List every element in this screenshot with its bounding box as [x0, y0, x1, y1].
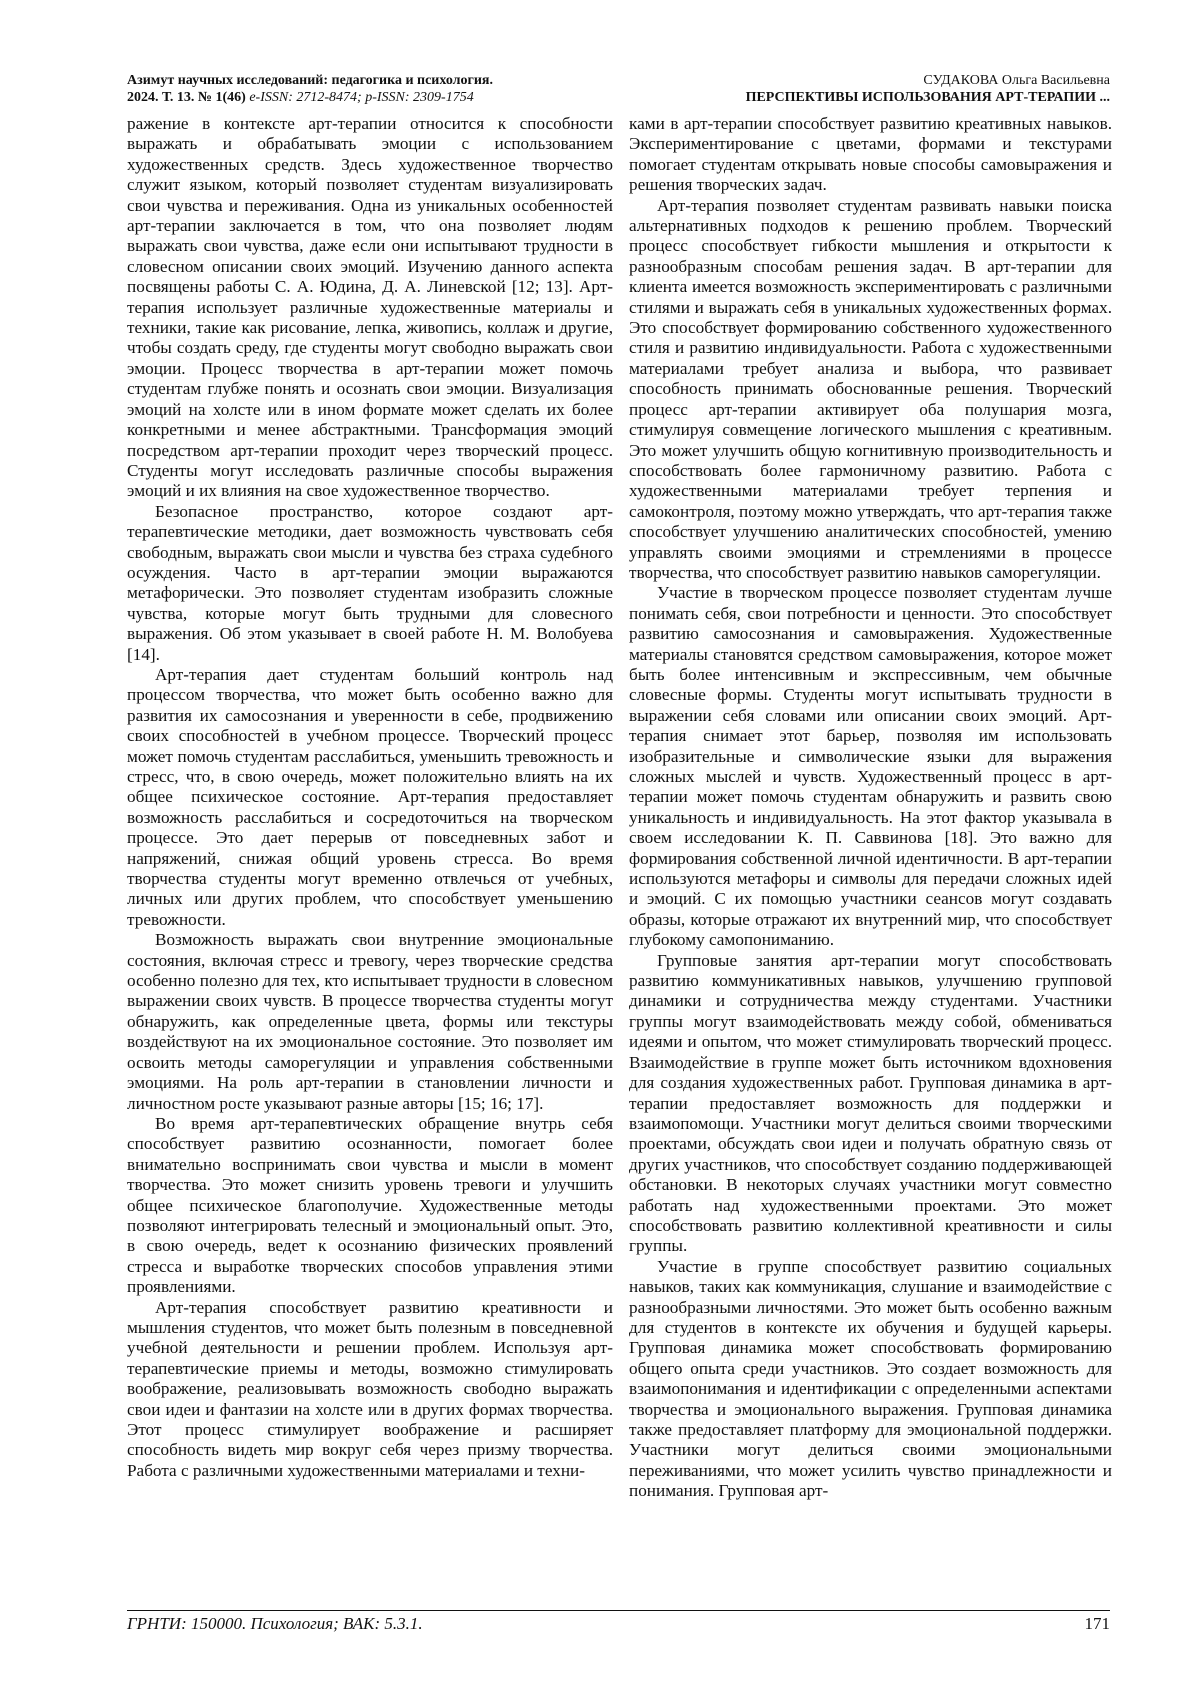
running-header — [127, 72, 1110, 108]
journal-title: Азимут научных исследований: педагогика и психология. — [127, 73, 494, 88]
left-column — [127, 114, 613, 1607]
volume-line: 2024. Т. 13. № 1(46) — [127, 90, 246, 105]
journal-info — [127, 72, 493, 106]
footer-classification: ГРНТИ: 150000. Психология; ВАК: 5.3.1. — [127, 1614, 423, 1633]
author-name: СУДАКОВА Ольга Васильевна — [923, 73, 1110, 88]
paragraph: ражение в контексте арт-терапии относится к способности выражать и обрабатывать эмоции с использованием художественных средств. Здесь художественное творчество служит языком, который позволяет студентам визуализировать свои чувства и переживания. Одна из уникальных особенностей арт-терапии заключается в том, что она позволяет людям выражать свои чувства, даже если они испытывают трудности в словесном описании своих эмоций. Изучению данного аспекта посвящены работы С. А. Юдина, Д. А. Линевской [12; 13]. Арт-терапия использует различные художественные материалы и техники, такие как рисование, лепка, живопись, коллаж и другие, чтобы создать среду, где студенты могут свободно выражать свои эмоции. Процесс творчества в арт-терапии может помочь студентам глубже понять и осознать свои эмоции. Визуализация эмоций на холсте или в ином формате может сделать их более конкретными и менее абстрактными. Трансформация эмоций посредством арт-терапии проходит через творческий процесс. Студенты могут исследовать различные способы выражения эмоций и их влияния на свое художественное творчество. — [127, 114, 613, 501]
page-number: 171 — [1084, 1614, 1110, 1633]
issn: e-ISSN: 2712-8474; p-ISSN: 2309-1754 — [249, 90, 474, 105]
paragraph: Арт-терапия позволяет студентам развивать навыки поиска альтернативных подходов к решению проблем. Творческий процесс способствует гибкости мышления и открытости к разнообразным способам решения задач. В арт-терапии для клиента имеется возможность экспериментировать с различными стилями и выражать себя в уникальных художественных формах. Это способствует формированию собственного художественного стиля и развитию индивидуальности. Работа с художественными материалами требует анализа и выбора, что развивает способность принимать обоснованные решения. Творческий процесс арт-терапии активирует оба полушария мозга, стимулируя совмещение логического мышления с креативным. Это может улучшить общую когнитивную производительность и способствовать более гармоничному развитию. Работа с художественными материалами требует терпения и самоконтроля, поэтому можно утверждать, что арт-терапия также способствует улучшению аналитических способностей, умению управлять своими эмоциями и стремлениями в процессе творчества, что способствует развитию навыков саморегуляции. — [629, 195, 1112, 582]
paragraph: Групповые занятия арт-терапии могут способствовать развитию коммуникативных навыков, улучшению групповой динамики и сотрудничества между студентами. Участники группы могут взаимодействовать между собой, обмениваться идеями и опытом, что может стимулировать творческий процесс. Взаимодействие в группе может быть источником вдохновения для создания художественных работ. Групповая динамика в арт-терапии предоставляет возможность для поддержки и взаимопомощи. Участники могут делиться своими творческими проектами, обсуждать свои идеи и получать обратную связь от других участников, что способствует созданию поддерживающей обстановки. В некоторых случаях участники могут совместно работать над художественными проектами. Это может способствовать развитию коллективной креативности и силы группы. — [629, 950, 1112, 1256]
paragraph: Безопасное пространство, которое создают арт-терапевтические методики, дает возможность чувствовать себя свободным, выражать свои мысли и чувства без страха судебного осуждения. Часто в арт-терапии эмоции выражаются метафорически. Это позволяет студентам изобразить сложные чувства, которые могут быть трудными для словесного выражения. Об этом указывает в своей работе Н. М. Волобуева [14]. — [127, 501, 613, 664]
paragraph: Арт-терапия дает студентам больший контроль над процессом творчества, что может быть особенно важно для развития их самосознания и уверенности в себе, продвижению своих способностей в учебном процессе. Творческий процесс может помочь студентам расслабиться, уменьшить тревожность и стресс, что, в свою очередь, может положительно влиять на их общее психическое состояние. Арт-терапия предоставляет возможность расслабиться и сосредоточиться на творческом процессе. Это дает перерыв от повседневных забот и напряжений, снижая общий уровень стресса. Во время творчества студенты могут временно отвлечься от учебных, личных или других проблем, что способствует уменьшению тревожности. — [127, 664, 613, 929]
article-info — [746, 72, 1110, 106]
paragraph: Участие в творческом процессе позволяет студентам лучше понимать себя, свои потребности и ценности. Это способствует развитию самосознания и самовыражения. Художественные материалы становятся средством самовыражения, которое может быть более интенсивным и экспрессивным, чем обычные словесные формы. Студенты могут испытывать трудности в выражении себя словами или описании своих эмоций. Арт-терапия снимает этот барьер, позволяя им использовать изобразительные и символические языки для выражения сложных мыслей и чувств. Художественный процесс в арт-терапии может помочь студентам обнаружить и развить свою уникальность и индивидуальность. На этот фактор указывала в своем исследовании К. П. Саввинова [18]. Это важно для формирования собственной личной идентичности. В арт-терапии используются метафоры и символы для передачи сложных идей и эмоций. С их помощью участники сеансов могут создавать образы, которые отражают их внутренний мир, что способствует глубокому самопониманию. — [629, 583, 1112, 950]
volume-issn-line — [127, 89, 493, 106]
right-column — [629, 114, 1112, 1607]
paragraph: Во время арт-терапевтических обращение внутрь себя способствует развитию осознанности, помогает более внимательно воспринимать свои чувства и мысли в момент творчества. Это может снизить уровень тревоги и улучшить общее психическое благополучие. Художественные методы позволяют интегрировать телесный и эмоциональный опыт. Это, в свою очередь, ведет к осознанию физических проявлений стресса и выработке творческих способов управления этими проявлениями. — [127, 1113, 613, 1297]
paragraph: Возможность выражать свои внутренние эмоциональные состояния, включая стресс и тревогу, через творческие средства особенно полезно для тех, кто испытывает трудности в словесном выражении своих чувств. В процессе творчества студенты могут обнаружить, как определенные цвета, формы или текстуры воздействуют на их эмоциональное состояние. Это позволяет им освоить методы саморегуляции и управления собственными эмоциями. На роль арт-терапии в становлении личности и личностном росте указывают разные авторы [15; 16; 17]. — [127, 930, 613, 1113]
paragraph: Участие в группе способствует развитию социальных навыков, таких как коммуникация, слушание и взаимодействие с разнообразными личностями. Это может быть особенно важным для студентов в контексте их обучения и будущей карьеры. Групповая динамика может способствовать формированию общего опыта среди участников. Это создает возможность для взаимопонимания и идентификации с определенными аспектами творчества и эмоционального выражения. Групповая динамика также предоставляет платформу для эмоциональной поддержки. Участники могут делиться своими эмоциональными переживаниями, что может усилить чувство принадлежности и понимания. Групповая арт- — [629, 1256, 1112, 1501]
paragraph: ками в арт-терапии способствует развитию креативных навыков. Экспериментирование с цветами, формами и текстурами помогает студентам открывать новые способы самовыражения и решения творческих задач. — [629, 114, 1112, 195]
footer-divider — [127, 1610, 1110, 1611]
paragraph: Арт-терапия способствует развитию креативности и мышления студентов, что может быть полезным в повседневной учебной деятельности и решении проблем. Используя арт-терапевтические приемы и методы, возможно стимулировать воображение, реализовывать возможность свободно выражать свои идеи и фантазии на холсте или в других формах творчества. Этот процесс стимулирует воображение и расширяет способность видеть мир вокруг себя через призму творчества. Работа с различными художественными материалами и техни- — [127, 1297, 613, 1480]
article-title: ПЕРСПЕКТИВЫ ИСПОЛЬЗОВАНИЯ АРТ-ТЕРАПИИ ... — [745, 90, 1110, 105]
